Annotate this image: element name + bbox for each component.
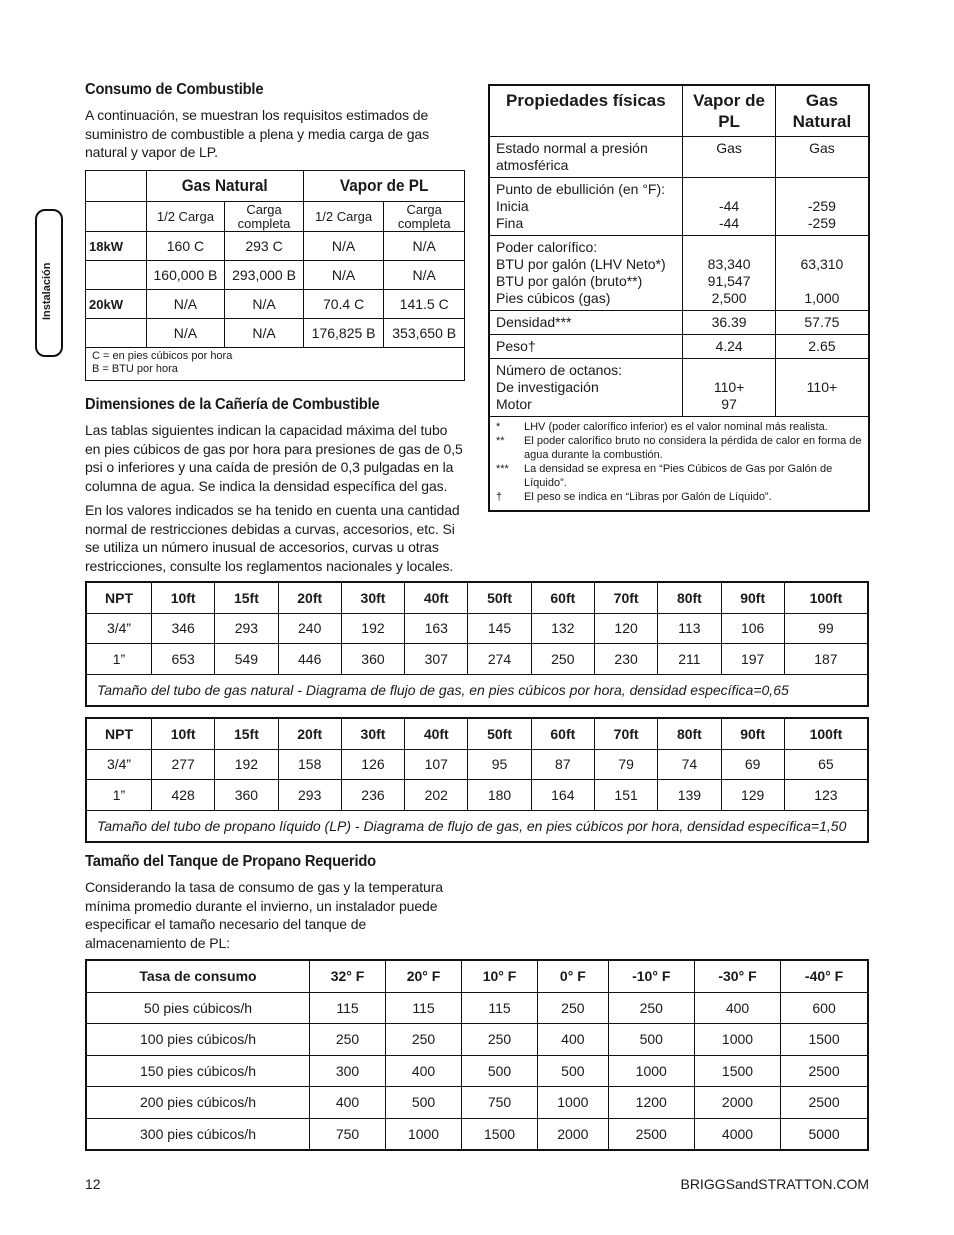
table-cell: 230 (594, 644, 657, 675)
row-label: 18kW (86, 232, 147, 261)
table-header: 60ft (531, 582, 594, 613)
table-header: 20° F (386, 960, 462, 992)
table-cell: 400 (694, 992, 780, 1024)
table-header: Propiedades físicas (489, 85, 683, 137)
table-row (489, 335, 869, 359)
table-cell: 293 (278, 780, 341, 811)
table-cell: N/A (384, 261, 465, 290)
table-cell: 500 (538, 1055, 609, 1087)
table-subheader: 1/2 Carga (303, 202, 384, 232)
table-row (86, 261, 465, 290)
table-cell: 160 C (146, 232, 225, 261)
table-cell: 600 (781, 992, 868, 1024)
table-header: 15ft (215, 718, 278, 749)
table-row (86, 1024, 868, 1056)
table-cell: 115 (310, 992, 386, 1024)
table-cell: 150 pies cúbicos/h (86, 1055, 310, 1087)
table-cell: 400 (538, 1024, 609, 1056)
table-cell: 50 pies cúbicos/h (86, 992, 310, 1024)
section-title-dimensiones: Dimensiones de la Cañería de Combustible (85, 396, 380, 413)
page-number: 12 (85, 1176, 101, 1192)
table-cell: 277 (152, 749, 215, 780)
table-row (489, 137, 869, 178)
table-cell: 87 (531, 749, 594, 780)
table-cell: 113 (658, 613, 721, 644)
table-header: 70ft (594, 718, 657, 749)
table-cell: 192 (215, 749, 278, 780)
table-header: 10° F (462, 960, 538, 992)
table-header: 80ft (658, 582, 721, 613)
table-caption: Tamaño del tubo de propano líquido (LP) - Diagrama de flujo de gas, en pies cúbicos por hora, densidad específica=1,50 (86, 810, 868, 842)
dimensiones-text-1: Las tablas siguientes indican la capacidad máxima del tubo en pies cúbicos de gas por hora para presiones de gas de 0,5 psi o inferiores y una caída de presión de 0,3 pulgadas en la columna de agua. Se indica la densidad específica del gas. (85, 422, 463, 494)
table-header-row (86, 960, 868, 992)
property-label: Poder calorífico: BTU por galón (LHV Neto*) BTU por galón (bruto**) Pies cúbicos (gas) (489, 236, 683, 311)
table-cell: 1500 (462, 1118, 538, 1150)
table-row (489, 178, 869, 236)
table-cell: 95 (468, 749, 531, 780)
table-cell: 1500 (781, 1024, 868, 1056)
table-cell: 1500 (694, 1055, 780, 1087)
table-cell: -259 -259 (775, 178, 869, 236)
table-note (86, 348, 465, 381)
note-line: C = en pies cúbicos por hora (92, 350, 233, 362)
table-cell: 107 (405, 749, 468, 780)
section-title-consumo: Consumo de Combustible (85, 81, 264, 98)
table-cell: 307 (405, 644, 468, 675)
table-cell: 428 (152, 780, 215, 811)
table-cell (86, 171, 147, 202)
table-cell: 4.24 (683, 335, 775, 359)
table-cell: 240 (278, 613, 341, 644)
table-cell: 236 (341, 780, 404, 811)
table-cell: 115 (386, 992, 462, 1024)
table-header-row (86, 718, 868, 749)
table-cell: 99 (784, 613, 868, 644)
table-cell: 70.4 C (303, 290, 384, 319)
table-cell: 187 (784, 644, 868, 675)
table-row (489, 359, 869, 417)
table-cell: 110+ (775, 359, 869, 417)
table-cell: 36.39 (683, 311, 775, 335)
table-cell: 2500 (608, 1118, 694, 1150)
table-cell: 192 (341, 613, 404, 644)
table-cell: 400 (310, 1087, 386, 1119)
table-cell: 300 pies cúbicos/h (86, 1118, 310, 1150)
table-row (86, 780, 868, 811)
table-header-row (86, 582, 868, 613)
table-row (86, 613, 868, 644)
table-header: 20ft (278, 718, 341, 749)
table-header: NPT (86, 582, 152, 613)
table-cell: 250 (531, 644, 594, 675)
table-header: Gas Natural (775, 85, 869, 137)
row-label (86, 319, 147, 348)
table-cell: 74 (658, 749, 721, 780)
tanque-text: Considerando la tasa de consumo de gas y la temperatura mínima promedio durante el invierno, un instalador puede especificar el tamaño necesario del tanque de almacenamiento de PL: (85, 879, 443, 951)
table-header: 30ft (341, 718, 404, 749)
table-header: NPT (86, 718, 152, 749)
table-cell: 250 (310, 1024, 386, 1056)
table-cell: 274 (468, 644, 531, 675)
table-row (489, 311, 869, 335)
table-cell: 250 (462, 1024, 538, 1056)
table-cell: 211 (658, 644, 721, 675)
table-cell: 164 (531, 780, 594, 811)
table-cell: 57.75 (775, 311, 869, 335)
table-cell: 1000 (386, 1118, 462, 1150)
table-cell: 346 (152, 613, 215, 644)
table-cell: N/A (303, 261, 384, 290)
table-subheader: 1/2 Carga (146, 202, 225, 232)
table-cell: 145 (468, 613, 531, 644)
table-cell: 180 (468, 780, 531, 811)
table-row (86, 1118, 868, 1150)
row-label (86, 261, 147, 290)
table-cell: 141.5 C (384, 290, 465, 319)
side-tab-label: Instalación (41, 262, 53, 320)
table-header: Tasa de consumo (86, 960, 310, 992)
table-subheader: Carga completa (225, 202, 304, 232)
property-label: Punto de ebullición (en °F): Inicia Fina (489, 178, 683, 236)
table-cell: 3/4” (86, 613, 152, 644)
table-header: 100ft (784, 718, 868, 749)
table-cell: 126 (341, 749, 404, 780)
table-header: -30° F (694, 960, 780, 992)
table-cell: 69 (721, 749, 784, 780)
table-cell: 2000 (538, 1118, 609, 1150)
row-label: 20kW (86, 290, 147, 319)
table-cell: 4000 (694, 1118, 780, 1150)
table-cell: N/A (303, 232, 384, 261)
table-header: 20ft (278, 582, 341, 613)
footnote: † El peso se indica en “Libras por Galón de Líquido”. (496, 491, 772, 503)
table-cell: 2.65 (775, 335, 869, 359)
table-caption: Tamaño del tubo de gas natural - Diagrama de flujo de gas, en pies cúbicos por hora, densidad específica=0,65 (86, 674, 868, 706)
table-header: 100ft (784, 582, 868, 613)
table-cell: 100 pies cúbicos/h (86, 1024, 310, 1056)
table-cell: 123 (784, 780, 868, 811)
table-row (86, 290, 465, 319)
table-header: 70ft (594, 582, 657, 613)
table-cell (86, 202, 147, 232)
table-cell: 176,825 B (303, 319, 384, 348)
table-row (86, 1055, 868, 1087)
table-header: 40ft (405, 718, 468, 749)
table-cell: 65 (784, 749, 868, 780)
table-row (86, 232, 465, 261)
table-subheader: Carga completa (384, 202, 465, 232)
table-row (86, 992, 868, 1024)
table-row (489, 236, 869, 311)
table-cell: N/A (225, 290, 304, 319)
table-cell: 139 (658, 780, 721, 811)
table-cell: N/A (146, 319, 225, 348)
table-cell: 200 pies cúbicos/h (86, 1087, 310, 1119)
table-header: 60ft (531, 718, 594, 749)
property-label: Estado normal a presión atmosférica (489, 137, 683, 178)
table-header: 40ft (405, 582, 468, 613)
table-cell: 1200 (608, 1087, 694, 1119)
table-header: 30ft (341, 582, 404, 613)
table-cell: 1000 (608, 1055, 694, 1087)
footer-website: BRIGGSandSTRATTON.COM (680, 1176, 869, 1192)
table-cell: Gas (775, 137, 869, 178)
table-cell: Gas (683, 137, 775, 178)
table-header: 0° F (538, 960, 609, 992)
propane-tank-table (85, 959, 869, 1151)
footnote: *** La densidad se expresa en “Pies Cúbicos de Gas por Galón de Líquido”. (496, 463, 833, 489)
table-cell: 549 (215, 644, 278, 675)
table-cell: 1000 (538, 1087, 609, 1119)
table-cell: N/A (225, 319, 304, 348)
lp-pipe-table (85, 717, 869, 843)
table-cell: 293 (215, 613, 278, 644)
table-cell: 1” (86, 780, 152, 811)
table-header: 90ft (721, 718, 784, 749)
physical-properties-table (488, 84, 870, 512)
table-header: 15ft (215, 582, 278, 613)
table-header: -40° F (781, 960, 868, 992)
table-cell: 158 (278, 749, 341, 780)
table-header: 50ft (468, 718, 531, 749)
table-row (86, 319, 465, 348)
table-cell: 2000 (694, 1087, 780, 1119)
table-header: 90ft (721, 582, 784, 613)
table-row (86, 1087, 868, 1119)
dimensiones-text-2: En los valores indicados se ha tenido en cuenta una cantidad normal de restricciones debidas a curvas, accesorios, etc. Si se utiliza un número inusual de accesorios, curvas u otras restricciones, consulte los reglamentos nacionales y locales. (85, 502, 460, 574)
table-cell: 63,310 1,000 (775, 236, 869, 311)
table-cell: 1000 (694, 1024, 780, 1056)
natural-gas-pipe-table (85, 581, 869, 707)
footnotes (489, 417, 869, 512)
consumo-text: A continuación, se muestran los requisitos estimados de suministro de combustible a plena y media carga de gas natural y vapor de LP. (85, 107, 430, 160)
table-cell: 129 (721, 780, 784, 811)
table-cell: 750 (462, 1087, 538, 1119)
table-cell: N/A (146, 290, 225, 319)
table-cell: 293 C (225, 232, 304, 261)
table-cell: 1” (86, 644, 152, 675)
footnote: * LHV (poder calorífico inferior) es el valor nominal más realista. (496, 421, 828, 433)
table-cell: 500 (462, 1055, 538, 1087)
table-cell: 250 (608, 992, 694, 1024)
table-header: -10° F (608, 960, 694, 992)
table-cell: N/A (384, 232, 465, 261)
table-row (86, 749, 868, 780)
property-label: Peso† (489, 335, 683, 359)
property-label: Número de octanos: De investigación Motor (489, 359, 683, 417)
table-cell: 160,000 B (146, 261, 225, 290)
table-cell: 500 (386, 1087, 462, 1119)
table-cell: 750 (310, 1118, 386, 1150)
table-cell: 197 (721, 644, 784, 675)
table-header: 32° F (310, 960, 386, 992)
footnote: ** El poder calorífico bruto no considera la pérdida de calor en forma de agua durante la combustión. (496, 435, 862, 461)
table-header: 10ft (152, 718, 215, 749)
property-label: Densidad*** (489, 311, 683, 335)
table-header: Vapor de PL (683, 85, 775, 137)
section-title-tanque: Tamaño del Tanque de Propano Requerido (85, 853, 376, 870)
table-cell: 500 (608, 1024, 694, 1056)
table-cell: 293,000 B (225, 261, 304, 290)
table-cell: 2500 (781, 1087, 868, 1119)
table-cell: 300 (310, 1055, 386, 1087)
table-cell: 115 (462, 992, 538, 1024)
table-header: 10ft (152, 582, 215, 613)
table-header: 80ft (658, 718, 721, 749)
fuel-consumption-table (85, 170, 465, 381)
table-cell: 79 (594, 749, 657, 780)
table-cell: 653 (152, 644, 215, 675)
table-cell: -44 -44 (683, 178, 775, 236)
table-header: Gas Natural (146, 171, 303, 202)
table-cell: 83,340 91,547 2,500 (683, 236, 775, 311)
table-cell: 110+ 97 (683, 359, 775, 417)
table-cell: 163 (405, 613, 468, 644)
table-header: Vapor de PL (303, 171, 464, 202)
table-cell: 106 (721, 613, 784, 644)
table-cell: 353,650 B (384, 319, 465, 348)
table-cell: 250 (538, 992, 609, 1024)
table-cell: 132 (531, 613, 594, 644)
table-header: 50ft (468, 582, 531, 613)
table-cell: 360 (215, 780, 278, 811)
note-line: B = BTU por hora (92, 363, 178, 375)
table-cell: 5000 (781, 1118, 868, 1150)
table-cell: 360 (341, 644, 404, 675)
table-cell: 3/4” (86, 749, 152, 780)
table-cell: 446 (278, 644, 341, 675)
table-cell: 400 (386, 1055, 462, 1087)
table-row (86, 644, 868, 675)
table-cell: 202 (405, 780, 468, 811)
table-cell: 151 (594, 780, 657, 811)
table-cell: 250 (386, 1024, 462, 1056)
table-cell: 2500 (781, 1055, 868, 1087)
table-cell: 120 (594, 613, 657, 644)
